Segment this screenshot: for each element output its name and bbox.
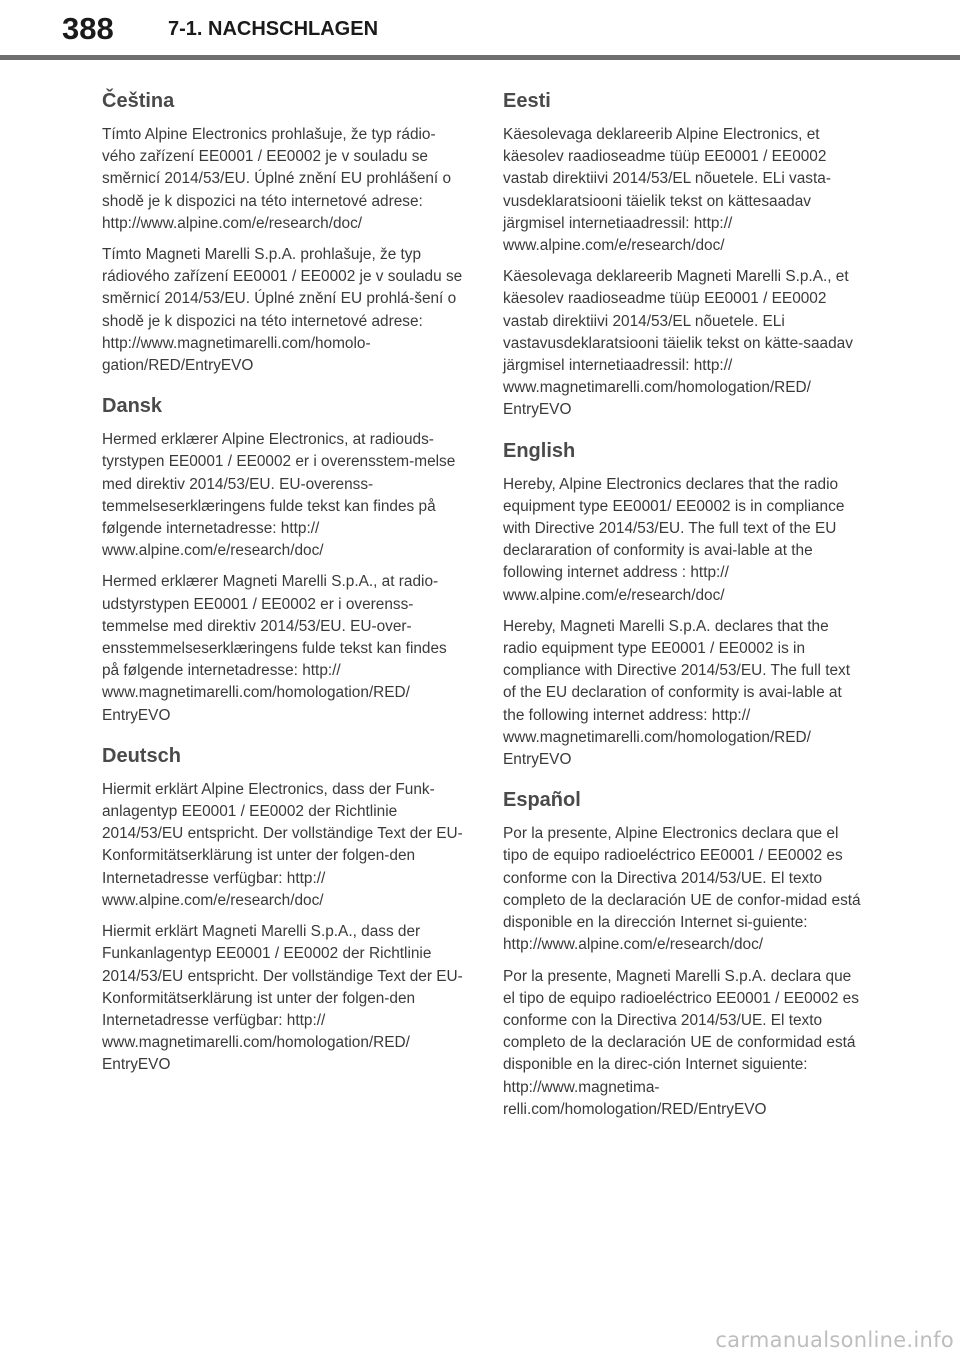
declaration-paragraph: Hereby, Magneti Marelli S.p.A. declares that the radio equipment type EE0001 / EE0002 is in compliance with Directive 2014/53/EU. The full text of the EU declaration of conformity is avai-​lable at the following internet address: http:// www.magnetimarelli.com/homologation/RED/ EntryEVO <box>503 617 851 769</box>
declaration-paragraph: Hereby, Alpine Electronics declares that the radio equipment type EE0001/ EE0002 is in compliance with Directive 2014/53/EU. The full text of the EU declararation of conformity is avai-​lable at the following internet address : http:// www.alpine.com/e/research/doc/ <box>503 475 845 604</box>
declaration-paragraph: Käesolevaga deklareerib Magneti Marelli S.p.A., et käesolev raadioseadme tüüp EE0001 / EE0002 vastab direktiivi 2014/53/EL nõuetele. ELi vastavusdeklaratsiooni täielik tekst on kätte-​saadav järgmisel internetiaadressil: http:// www.magnetimarelli.com/homologation/RED/ EntryEVO <box>503 268 853 419</box>
declaration-paragraph: Hermed erklærer Alpine Electronics, at radiouds-​tyrstypen EE0001 / EE0002 er i overensstem-​melse med direktiv 2014/53/EU. EU-overenss-​temmelseserklæringens fulde tekst kan findes på følgende internetadresse: http:// www.alpine.com/e/research/doc/ <box>102 431 456 560</box>
declaration-paragraph: Tímto Alpine Electronics prohlašuje, že typ rádio-​vého zařízení EE0001 / EE0002 je v souladu se směrnicí 2014/53/EU. Úplné znění EU prohlášení o shodě je k dispozici na této internetové adrese: http://www.alpine.com/e/research/doc/ <box>102 126 452 232</box>
declaration-paragraph: Por la presente, Alpine Electronics declara que el tipo de equipo radioeléctrico EE0001 / EE0002 es conforme con la Directiva 2014/53/UE. El texto completo de la declaración UE de confor-​midad está disponible en la dirección Internet si-​guiente: http://www.alpine.com/e/research/doc/ <box>503 825 861 954</box>
section-title: 7-1. NACHSCHLAGEN <box>168 18 379 40</box>
declaration-paragraph: Tímto Magneti Marelli S.p.A. prohlašuje, že typ rádiového zařízení EE0001 / EE0002 je v souladu se směrnicí 2014/53/EU. Úplné znění EU prohlá-​šení o shodě je k dispozici na této internetové adrese: http://www.magnetimarelli.com/homolo-​gation/RED/EntryEVO <box>102 246 463 375</box>
site-watermark: carmanualsonline.info <box>715 1328 954 1352</box>
language-heading: Español <box>503 789 581 812</box>
header-divider <box>0 55 960 60</box>
left-column <box>102 86 464 1091</box>
declaration-paragraph: Por la presente, Magneti Marelli S.p.A. declara que el tipo de equipo radioeléctrico EE0001 / EE0002 es conforme con la Directiva 2014/53/UE. El texto completo de la declaración UE de conformidad está disponible en la direc-​ción Internet siguiente: http://www.magnetima-​relli.com/homologation/RED/EntryEVO <box>503 967 859 1118</box>
declaration-paragraph: Hermed erklærer Magneti Marelli S.p.A., at radio-​udstyrstypen EE0001 / EE0002 er i overenss-​temmelse med direktiv 2014/53/EU. EU-over-​ensstemmelseserklæringens fulde tekst kan findes på følgende internetadresse: http:// www.magnetimarelli.com/homologation/RED/ EntryEVO <box>102 573 447 724</box>
page-header <box>0 0 960 60</box>
language-block-english <box>503 436 861 772</box>
page-number: 388 <box>62 11 114 46</box>
right-column <box>503 86 861 1135</box>
language-heading: Dansk <box>102 395 163 418</box>
language-block-eesti <box>503 86 861 422</box>
declaration-paragraph: Hiermit erklärt Alpine Electronics, dass der Funk-​anlagentyp EE0001 / EE0002 der Richtlinie 2014/53/EU entspricht. Der vollständige Text der EU-Konformitätserklärung ist unter der folgen-​den Internetadresse verfügbar: http:// www.alpine.com/e/research/doc/ <box>102 780 463 909</box>
language-block-dansk <box>102 391 464 727</box>
language-heading: Eesti <box>503 90 551 112</box>
language-block-espanol <box>503 785 861 1121</box>
language-heading: Čeština <box>102 90 175 112</box>
declaration-paragraph: Hiermit erklärt Magneti Marelli S.p.A., dass der Funkanlagentyp EE0001 / EE0002 der Richtlinie 2014/53/EU entspricht. Der vollständige Text der EU-Konformitätserklärung ist unter der folgen-​den Internetadresse verfügbar: http:// www.magnetimarelli.com/homologation/RED/ EntryEVO <box>102 923 463 1074</box>
language-block-cestina <box>102 86 464 377</box>
language-heading: English <box>503 439 576 462</box>
declaration-paragraph: Käesolevaga deklareerib Alpine Electronics, et käesolev raadioseadme tüüp EE0001 / EE0002 vastab direktiivi 2014/53/EL nõuetele. ELi vasta-​vusdeklaratsiooni täielik tekst on kättesaadav järgmisel internetiaadressil: http:// www.alpine.com/e/research/doc/ <box>503 126 831 255</box>
language-heading: Deutsch <box>102 744 181 767</box>
language-block-deutsch <box>102 741 464 1077</box>
